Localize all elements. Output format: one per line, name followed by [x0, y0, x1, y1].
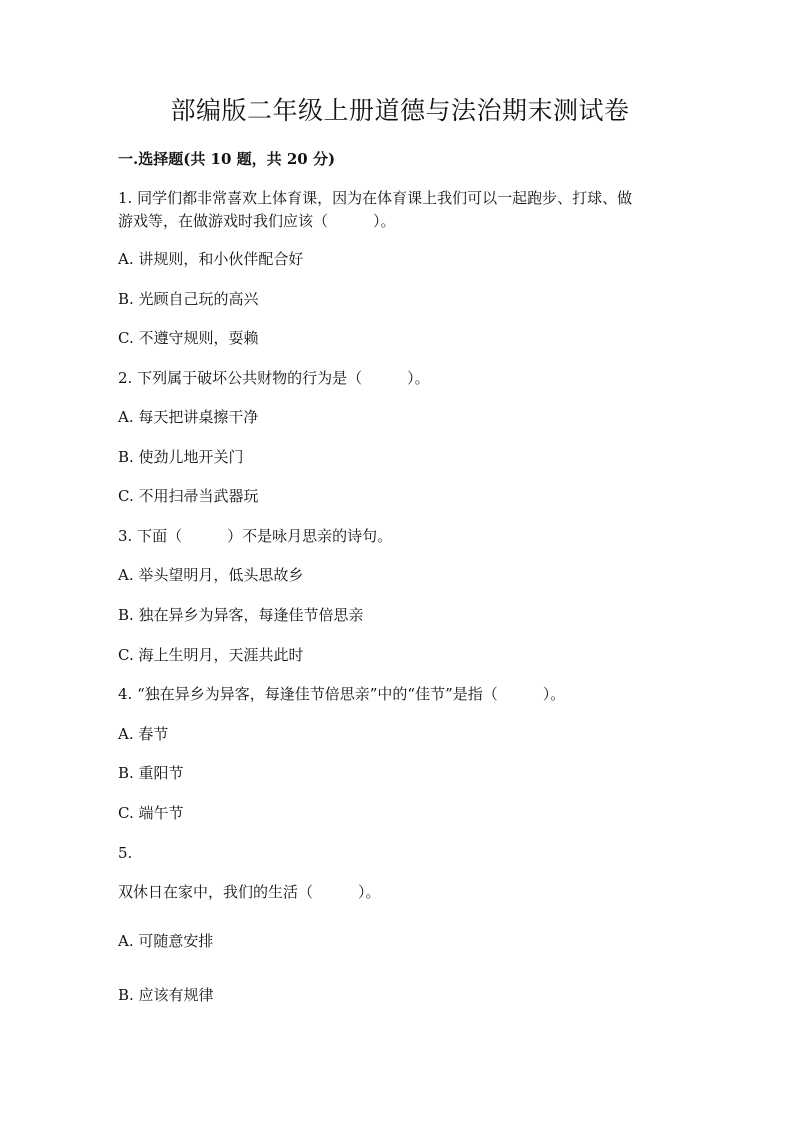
question-1-stem-line-2: 游戏等，在做游戏时我们应该（ ）。 [118, 212, 396, 230]
section-heading: 一.选择题(共 10 题，共 20 分) [118, 150, 336, 168]
question-4-option-b: B. 重阳节 [118, 764, 184, 782]
question-1-option-a: A. 讲规则，和小伙伴配合好 [118, 250, 304, 268]
question-4-stem: 4. “独在异乡为异客，每逢佳节倍思亲”中的“佳节”是指（ ）。 [118, 685, 566, 703]
question-5-number: 5. [118, 844, 133, 862]
question-2-option-b: B. 使劲儿地开关门 [118, 448, 244, 466]
question-3-option-b: B. 独在异乡为异客，每逢佳节倍思亲 [118, 606, 364, 624]
page-title: 部编版二年级上册道德与法治期末测试卷 [170, 96, 630, 125]
question-4-option-a: A. 春节 [118, 725, 169, 743]
question-3-stem: 3. 下面（ ）不是咏月思亲的诗句。 [118, 527, 393, 545]
question-1-stem-line-1: 1. 同学们都非常喜欢上体育课，因为在体育课上我们可以一起跑步、打球、做 [118, 189, 633, 207]
question-5-option-b: B. 应该有规律 [118, 986, 214, 1004]
question-5-stem: 双休日在家中，我们的生活（ ）。 [118, 883, 381, 901]
question-2-option-c: C. 不用扫帚当武器玩 [118, 487, 259, 505]
question-1-option-b: B. 光顾自己玩的高兴 [118, 290, 259, 308]
question-2-stem: 2. 下列属于破坏公共财物的行为是（ ）。 [118, 369, 430, 387]
question-4-option-c: C. 端午节 [118, 804, 184, 822]
question-3-option-c: C. 海上生明月，天涯共此时 [118, 646, 304, 664]
question-3-option-a: A. 举头望明月，低头思故乡 [118, 566, 304, 584]
question-1-option-c: C. 不遵守规则，耍赖 [118, 329, 259, 347]
question-5-option-a: A. 可随意安排 [118, 932, 214, 950]
question-2-option-a: A. 每天把讲桌擦干净 [118, 408, 259, 426]
